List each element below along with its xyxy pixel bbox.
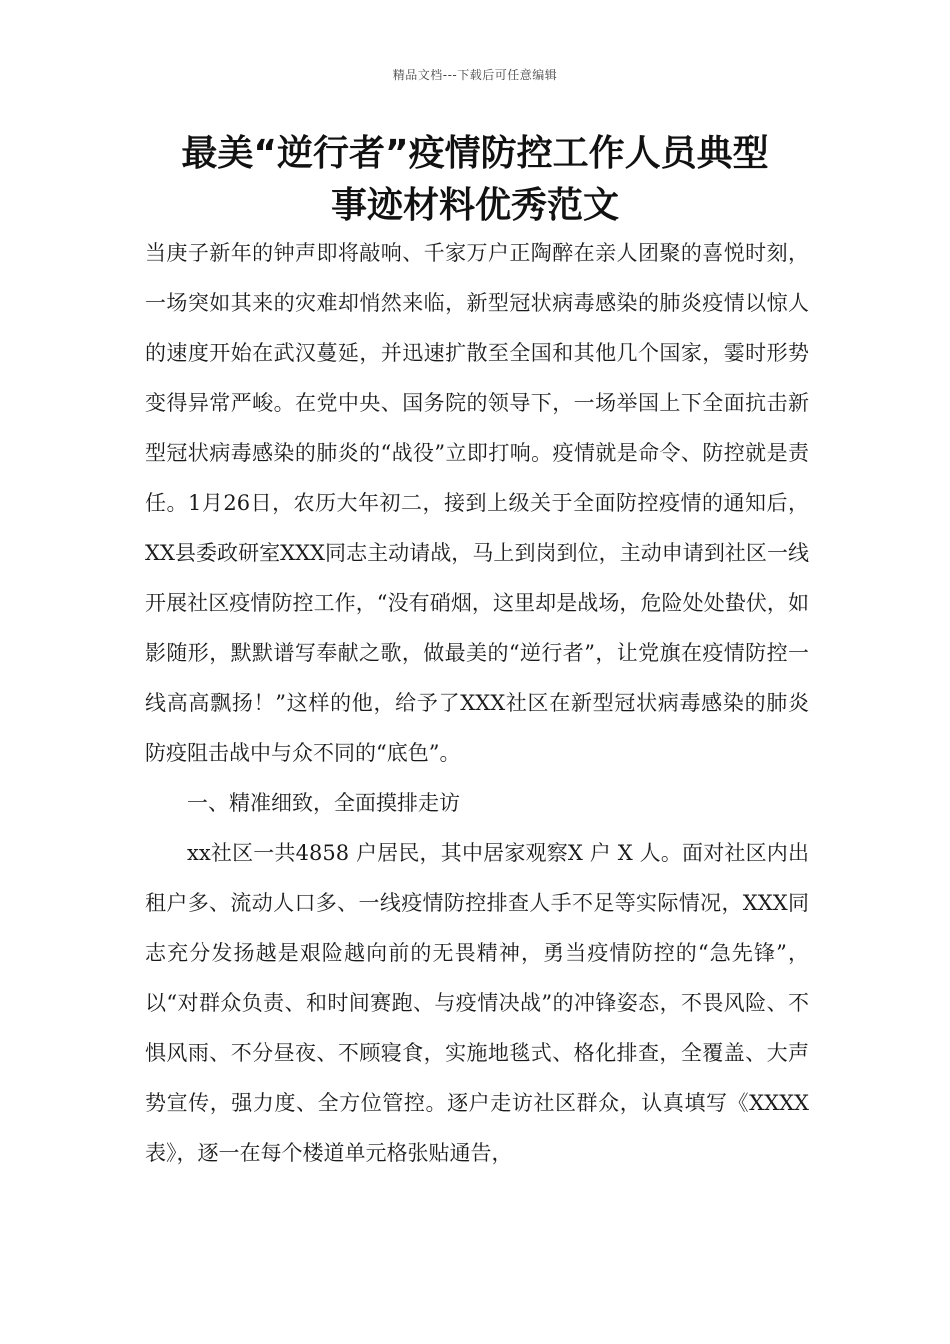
document-body bbox=[145, 228, 809, 1178]
body-paragraph-section-1: xx社区一共4858 户居民，其中居家观察X 户 X 人。面对社区内出租户多、流动人口多、一线疫情防控排查人手不足等实际情况，XXX同志充分发扬越是艰险越向前的无畏精神，勇当疫情防控的“急先锋”，以“对群众负责、和时间赛跑、与疫情决战”的冲锋姿态，不畏风险、不惧风雨、不分昼夜、不顾寝食，实施地毯式、格化排查，全覆盖、大声势宣传，强力度、全方位管控。逐户走访社区群众，认真填写《XXXX表》，逐一在每个楼道单元格张贴通告， bbox=[145, 841, 809, 1165]
body-paragraph-intro: 当庚子新年的钟声即将敲响、千家万户正陶醉在亲人团聚的喜悦时刻，一场突如其来的灾难却悄然来临，新型冠状病毒感染的肺炎疫情以惊人的速度开始在武汉蔓延，并迅速扩散至全国和其他几个国家，霎时形势变得异常严峻。在党中央、国务院的领导下，一场举国上下全面抗击新型冠状病毒感染的肺炎的“战役”立即打响。疫情就是命令、防控就是责任。1月26日，农历大年初二，接到上级关于全面防控疫情的通知后，XX县委政研室XXX同志主动请战，马上到岗到位，主动申请到社区一线开展社区疫情防控工作，“没有硝烟，这里却是战场，危险处处蛰伏，如影随形，默默谱写奉献之歌，做最美的“逆行者”，让党旗在疫情防控一线高高飘扬！”这样的他，给予了XXX社区在新型冠状病毒感染的肺炎防疫阻击战中与众不同的“底色”。 bbox=[145, 241, 809, 765]
document-title bbox=[120, 128, 830, 232]
title-line-1: 最美“逆行者”疫情防控工作人员典型 bbox=[181, 133, 769, 174]
title-line-2: 事迹材料优秀范文 bbox=[330, 185, 619, 226]
section-heading-1: 一、精准细致，全面摸排走访 bbox=[187, 791, 460, 815]
document-header-note: 精品文档---下载后可任意编辑 bbox=[392, 68, 558, 82]
